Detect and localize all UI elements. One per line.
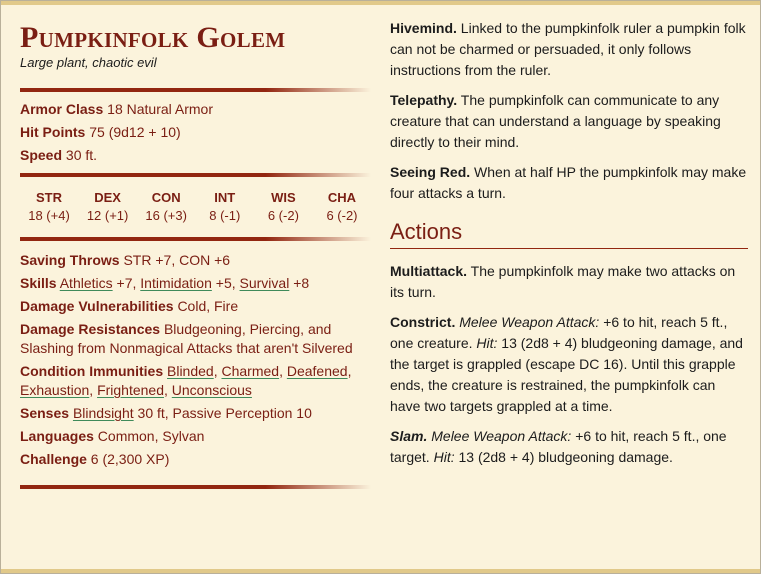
condition-link-deafened[interactable]: Deafened xyxy=(286,363,348,379)
properties xyxy=(20,249,371,471)
hit-text: 13 (2d8 + 4) bludgeoning damage. xyxy=(454,449,673,465)
ability-name: DEX xyxy=(94,190,121,205)
armor-class-label: Armor Class xyxy=(20,101,104,117)
ability-int xyxy=(196,189,254,225)
hit-points-line xyxy=(20,121,371,144)
action-name: Multiattack. xyxy=(390,263,468,279)
armor-class-line xyxy=(20,98,371,121)
tapered-rule xyxy=(20,173,371,177)
speed-line xyxy=(20,144,371,167)
trait-telepathy xyxy=(390,90,748,153)
trait-seeing-red xyxy=(390,162,748,204)
damage-vulnerabilities-value: Cold, Fire xyxy=(177,298,239,314)
action-constrict xyxy=(390,312,748,417)
trait-name: Seeing Red. xyxy=(390,164,471,180)
trait-text: When at half HP the pumpkinfolk may make four attacks a turn. xyxy=(390,164,747,201)
condition-link-exhaustion[interactable]: Exhaustion xyxy=(20,382,90,398)
ability-name: CHA xyxy=(327,190,357,205)
damage-vulnerabilities-line xyxy=(20,295,371,318)
senses-label: Senses xyxy=(20,405,70,421)
monster-meta: Large plant, chaotic evil xyxy=(20,55,157,70)
action-text: The pumpkinfolk may make two attacks on its turn. xyxy=(390,263,736,300)
saving-throws-line xyxy=(20,249,371,272)
armor-class-value: 18 Natural Armor xyxy=(107,101,213,117)
attack-type: Melee Weapon Attack: xyxy=(459,314,600,330)
skill-link-intimidation[interactable]: Intimidation xyxy=(140,275,212,291)
ability-score: 18 (+4) xyxy=(28,208,70,223)
condition-link-unconscious[interactable]: Unconscious xyxy=(171,382,252,398)
trait-text: The pumpkinfolk can communicate to any creature that can understand a language by speaking directly to their mind. xyxy=(390,92,721,150)
skill-bonus: +7 xyxy=(112,275,133,291)
trait-name: Hivemind. xyxy=(390,20,457,36)
damage-resistances-label: Damage Resistances xyxy=(20,321,161,337)
tapered-rule xyxy=(20,237,371,241)
ability-con xyxy=(137,189,195,225)
ability-dex xyxy=(79,189,137,225)
condition-link-blinded[interactable]: Blinded xyxy=(167,363,214,379)
hit-points-label: Hit Points xyxy=(20,124,86,140)
hit-label: Hit: xyxy=(476,335,498,351)
ability-wis xyxy=(254,189,312,225)
languages-line xyxy=(20,425,371,448)
attack-text: +6 to hit, reach 5 ft., one target. xyxy=(390,428,727,465)
ability-scores xyxy=(20,189,371,225)
actions-heading: Actions xyxy=(390,218,748,249)
skills-line: Skills Athletics +7, Intimidation +5, Survival +8 xyxy=(20,275,310,291)
speed-label: Speed xyxy=(20,147,63,163)
ability-score: 6 (-2) xyxy=(326,208,358,223)
ability-score: 12 (+1) xyxy=(86,208,129,223)
damage-resistances-value: Bludgeoning, Piercing, and Slashing from Nonmagical Attacks that aren't Silvered xyxy=(20,321,353,356)
skill-bonus: +8 xyxy=(289,275,310,291)
action-name: Slam. xyxy=(390,428,428,444)
hit-points-value: 75 (9d12 + 10) xyxy=(89,124,181,140)
ability-name: STR xyxy=(36,190,62,205)
trait-hivemind xyxy=(390,18,748,81)
right-column xyxy=(390,18,748,477)
hit-text: 13 (2d8 + 4) bludgeoning damage, and the target is grappled (escape DC 16). Until this grapple ends, the creature is restrained, the pumpkinfolk can have two targets grappled at a time. xyxy=(390,335,743,414)
languages-value: Common, Sylvan xyxy=(97,428,205,444)
sense-link-blindsight[interactable]: Blindsight xyxy=(72,405,134,421)
speed-value: 30 ft. xyxy=(65,147,98,163)
ability-score: 8 (-1) xyxy=(209,208,241,223)
ability-score: 16 (+3) xyxy=(145,208,187,223)
ability-name: CON xyxy=(151,190,181,205)
saving-throws-label: Saving Throws xyxy=(20,252,120,268)
challenge-value: 6 (2,300 XP) xyxy=(90,451,170,467)
senses-line xyxy=(20,402,371,425)
ability-str xyxy=(20,189,78,225)
trait-name: Telepathy. xyxy=(390,92,458,108)
ability-score: 6 (-2) xyxy=(267,208,299,223)
tapered-rule xyxy=(20,88,371,92)
monster-name: Pumpkinfolk Golem xyxy=(20,21,286,54)
action-name: Constrict. xyxy=(390,314,456,330)
attack-type: Melee Weapon Attack: xyxy=(431,428,572,444)
skill-bonus: +5 xyxy=(211,275,232,291)
left-column xyxy=(20,21,371,489)
saving-throws-value: STR +7, CON +6 xyxy=(123,252,231,268)
condition-link-charmed[interactable]: Charmed xyxy=(221,363,280,379)
challenge-label: Challenge xyxy=(20,451,87,467)
bottom-border xyxy=(1,569,760,573)
senses-value: 30 ft, Passive Perception 10 xyxy=(133,405,312,421)
skill-link-athletics[interactable]: Athletics xyxy=(59,275,113,291)
tapered-rule xyxy=(20,485,371,489)
skills-label: Skills xyxy=(20,275,57,291)
damage-vulnerabilities-label: Damage Vulnerabilities xyxy=(20,298,174,314)
top-border xyxy=(1,1,760,5)
trait-text: Linked to the pumpkinfolk ruler a pumpkin folk can not be charmed or persuaded, it only follows instructions from the ruler. xyxy=(390,20,746,78)
condition-immunities-line: Condition Immunities Blinded, Charmed, Deafened, Exhaustion, Frightened, Unconscious xyxy=(20,363,352,398)
attack-text: +6 to hit, reach 5 ft., one creature. xyxy=(390,314,728,351)
condition-link-frightened[interactable]: Frightened xyxy=(97,382,164,398)
ability-name: INT xyxy=(214,190,236,205)
condition-immunities-label: Condition Immunities xyxy=(20,363,164,379)
damage-resistances-line xyxy=(20,318,371,360)
skill-link-survival[interactable]: Survival xyxy=(239,275,290,291)
challenge-line xyxy=(20,448,371,471)
hit-label: Hit: xyxy=(433,449,455,465)
ability-name: WIS xyxy=(271,190,296,205)
action-multiattack xyxy=(390,261,748,303)
basic-stats xyxy=(20,98,371,167)
ability-cha xyxy=(313,189,371,225)
action-slam xyxy=(390,426,748,468)
languages-label: Languages xyxy=(20,428,94,444)
